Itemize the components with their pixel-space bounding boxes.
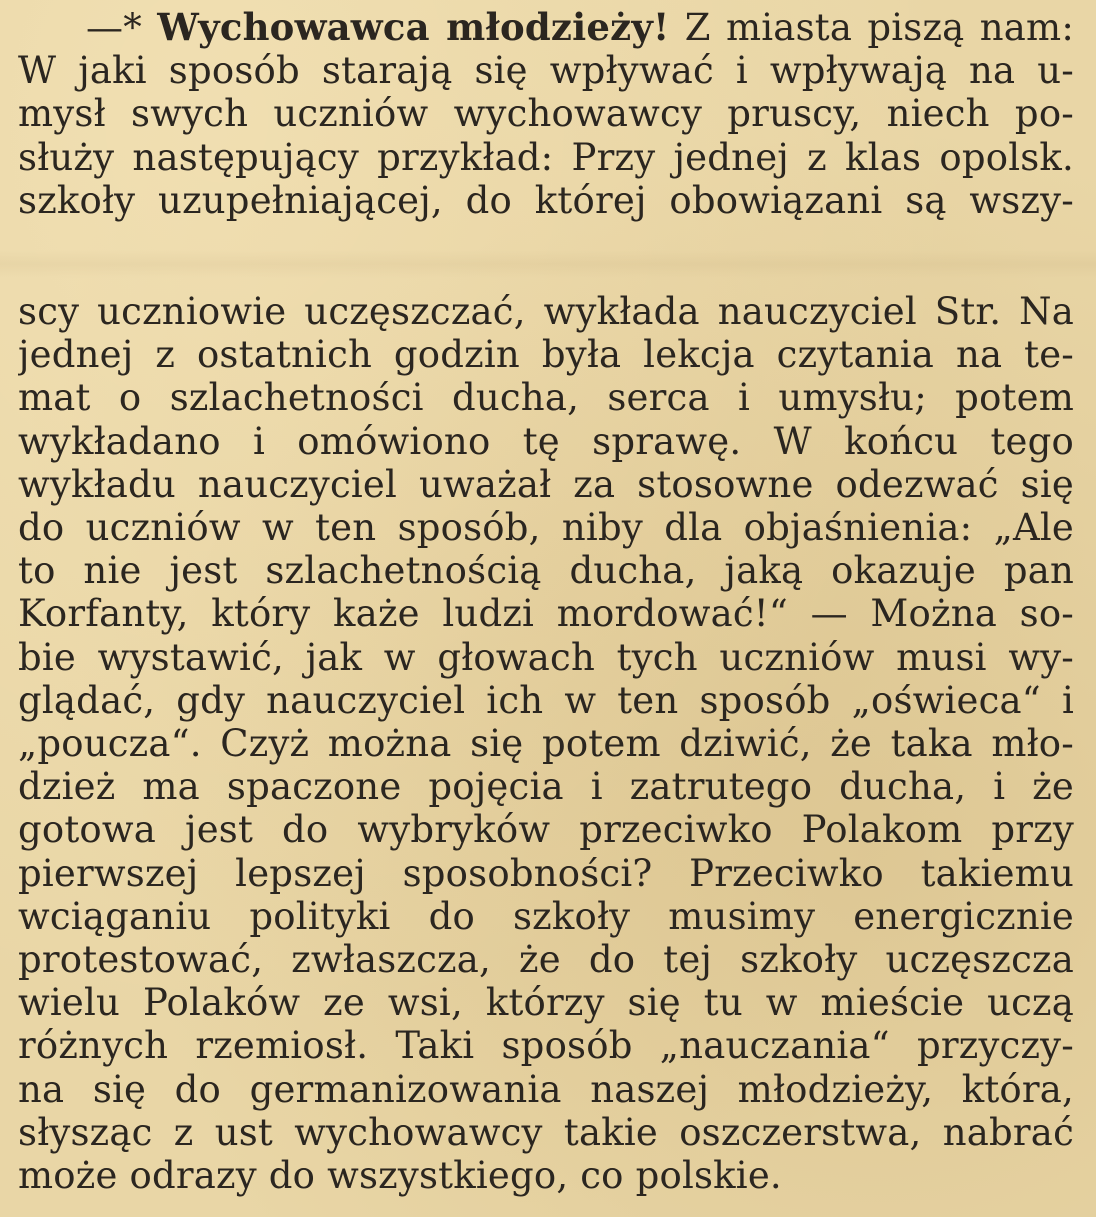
article-line: scy uczniowie uczęszczać, wykłada nauczyciel Str. Na xyxy=(18,290,1074,333)
article-line: słysząc z ust wychowawcy takie oszczerstwa, nabrać xyxy=(18,1110,1074,1154)
article-line: szkoły uzupełniającej, do której obowiązani są wszy- xyxy=(18,178,1074,222)
article-block-top xyxy=(18,6,1074,222)
article-line: glądać, gdy nauczyciel ich w ten sposób „oświeca“ i xyxy=(18,678,1074,722)
article-line: służy następujący przykład: Przy jednej z klas opolsk. xyxy=(18,135,1074,179)
heading-prefix: —* xyxy=(86,6,158,49)
article-line xyxy=(18,6,1074,49)
article-line: Korfanty, który każe ludzi mordować!“ — Można so- xyxy=(18,592,1074,636)
article-line: wykładano i omówiono tę sprawę. W końcu tego xyxy=(18,419,1074,463)
article-line: różnych rzemiosł. Taki sposób „nauczania“ przyczy- xyxy=(18,1024,1074,1068)
article-line: może odrazy do wszystkiego, co polskie. xyxy=(18,1154,782,1198)
article-line: protestować, zwłaszcza, że do tej szkoły uczęszcza xyxy=(18,938,1074,982)
article-line: dzież ma spaczone pojęcia i zatrutego ducha, i że xyxy=(18,765,1074,809)
article-line: do uczniów w ten sposób, niby dla objaśnienia: „Ale xyxy=(18,506,1074,550)
column-gap xyxy=(0,250,1096,278)
article-line: wciąganiu polityki do szkoły musimy energicznie xyxy=(18,894,1074,938)
article-line: pierwszej lepszej sposobności? Przeciwko takiemu xyxy=(18,851,1074,895)
article-line: wykładu nauczyciel uważał za stosowne odezwać się xyxy=(18,462,1074,506)
article-line: gotowa jest do wybryków przeciwko Polakom przy xyxy=(18,808,1074,852)
article-line: „poucza“. Czyż można się potem dziwić, że taka mło- xyxy=(18,722,1074,766)
article-line: bie wystawić, jak w głowach tych uczniów musi wy- xyxy=(18,635,1074,679)
article-line-text: Z miasta piszą nam: xyxy=(669,6,1074,49)
article-line: jednej z ostatnich godzin była lekcja czytania na te- xyxy=(18,333,1074,377)
article-line: na się do germanizowania naszej młodzieży, która, xyxy=(18,1067,1074,1111)
article-line: wielu Polaków ze wsi, którzy się tu w mieście uczą xyxy=(18,981,1074,1025)
article-line: to nie jest szlachetnością ducha, jaką okazuje pan xyxy=(18,549,1074,593)
article-block-bottom xyxy=(18,290,1074,1197)
article-heading: Wychowawca młodzieży! xyxy=(157,6,670,49)
article-line: W jaki sposób starają się wpływać i wpływają na u- xyxy=(18,49,1074,93)
article-line: mysł swych uczniów wychowawcy pruscy, niech po- xyxy=(18,92,1074,136)
article-line: mat o szlachetności ducha, serca i umysłu; potem xyxy=(18,376,1074,420)
